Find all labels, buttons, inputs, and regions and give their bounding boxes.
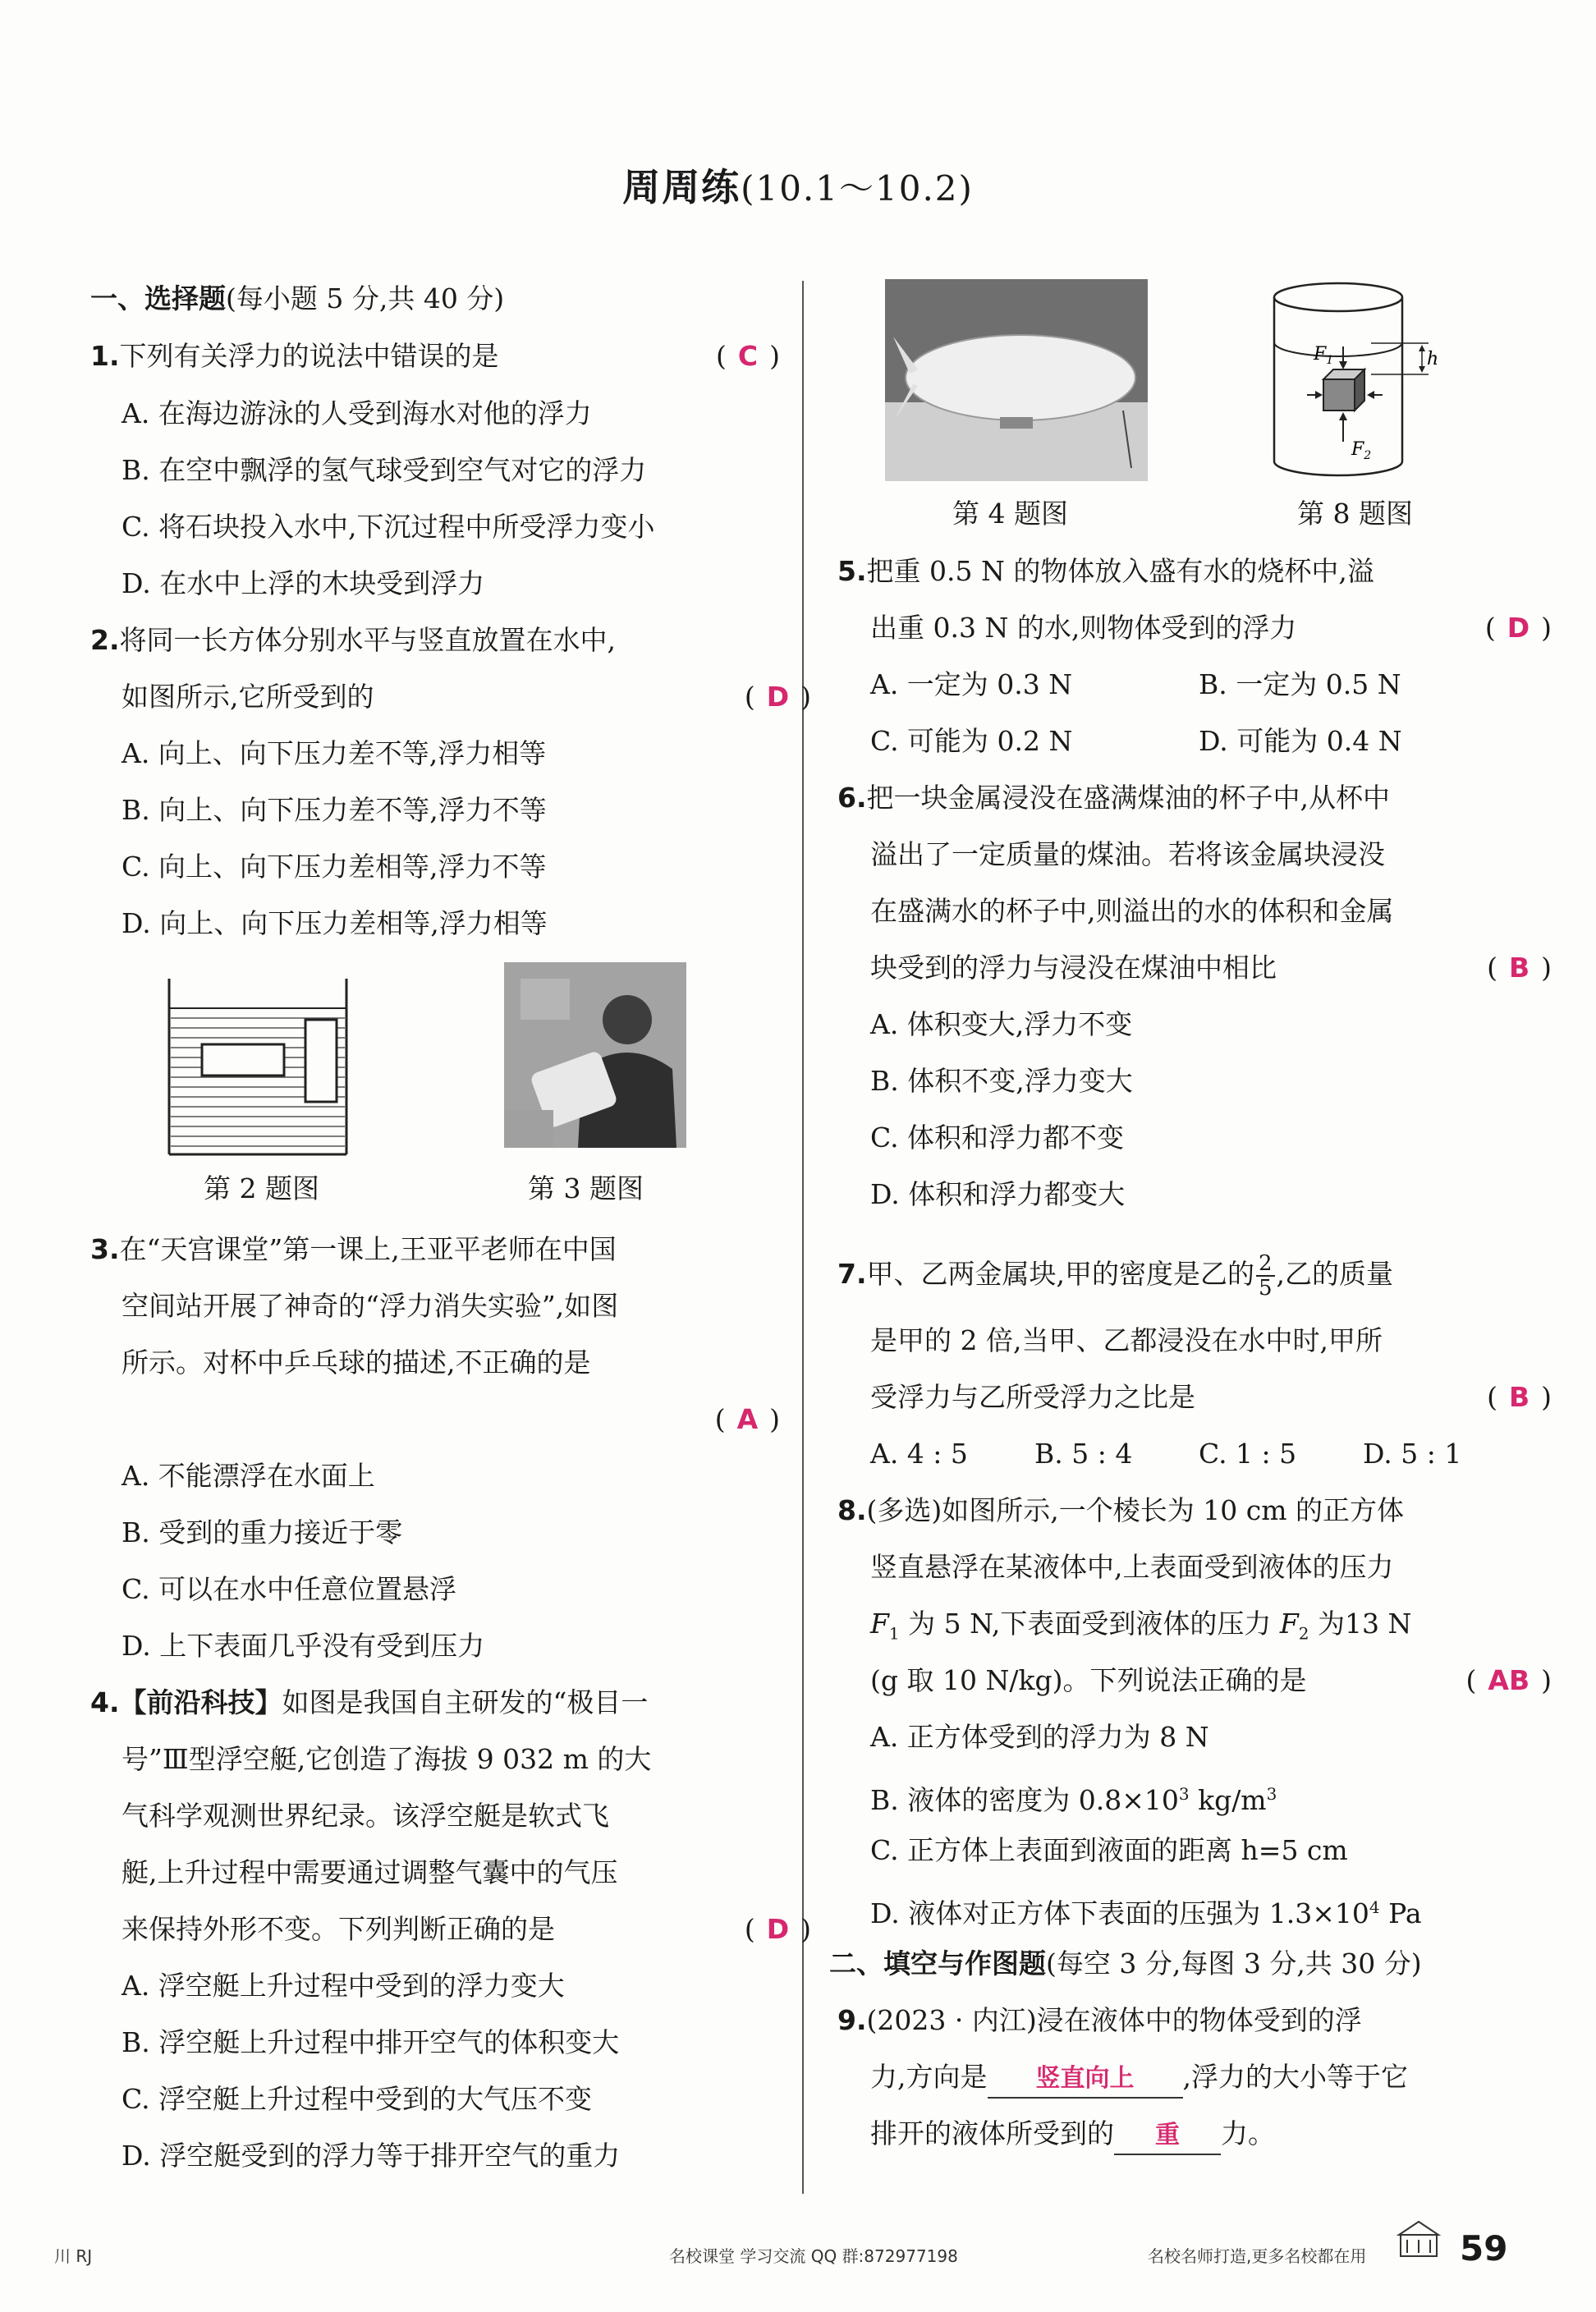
footer-slogan: 名校名师打造,更多名校都在用 bbox=[1148, 2246, 1367, 2266]
page-number: 59 bbox=[1460, 2228, 1508, 2268]
answer-blank-1: 竖直向上 bbox=[988, 2061, 1183, 2099]
question-6-line: 溢出了一定质量的煤油。若将该金属块浸没 bbox=[870, 838, 1385, 870]
option: A. 体积变大,浮力不变 bbox=[870, 1008, 1133, 1040]
question-9-line: 排开的液体所受到的 重 力。 bbox=[837, 2116, 1552, 2155]
option: C. 可以在水中任意位置悬浮 bbox=[122, 1573, 457, 1605]
figure-3-caption: 第 3 题图 bbox=[528, 1172, 644, 1204]
fraction: $\frac{2}{5}$ bbox=[1256, 1252, 1275, 1300]
options-row: A. 一定为 0.3 N B. 一定为 0.5 N bbox=[870, 668, 1401, 700]
question-3: 3.在“天宫课堂”第一课上,王亚平老师在中国 bbox=[90, 1233, 617, 1265]
question-7: 7.甲、乙两金属块,甲的密度是乙的 $\frac{2}{5}$ ,乙的质量 bbox=[837, 1251, 1394, 1300]
section-2-heading: 二、填空与作图题(每空 3 分,每图 3 分,共 30 分) bbox=[829, 1947, 1422, 1979]
question-6: 6.把一块金属浸没在盛满煤油的杯子中,从杯中 bbox=[837, 782, 1390, 814]
question-7-line: 是甲的 2 倍,当甲、乙都浸没在水中时,甲所 bbox=[870, 1324, 1383, 1356]
question-4-line: 艇,上升过程中需要通过调整气囊中的气压 bbox=[122, 1856, 618, 1888]
figure-2-container-diagram bbox=[167, 977, 348, 1158]
svg-text:F2: $F_2$ bbox=[1351, 439, 1372, 462]
question-4-line: 号”Ⅲ型浮空艇,它创造了海拔 9 032 m 的大 bbox=[122, 1743, 652, 1775]
option: C. 体积和浮力都不变 bbox=[870, 1122, 1125, 1154]
question-4-line: 气科学观测世界纪录。该浮空艇是软式飞 bbox=[122, 1800, 609, 1832]
question-6-line: 在盛满水的杯子中,则溢出的水的体积和金属 bbox=[870, 895, 1394, 927]
option: D. 向上、向下压力差相等,浮力相等 bbox=[122, 907, 548, 939]
option: C. 正方体上表面到液面的距离 h=5 cm bbox=[870, 1834, 1348, 1866]
question-2-line: 如图所示,它所受到的 ( D ) bbox=[122, 681, 811, 713]
footer-contact: 名校课堂 学习交流 QQ 群:872977198 bbox=[669, 2246, 958, 2266]
option: B. 受到的重力接近于零 bbox=[122, 1516, 403, 1548]
question-6-line: 块受到的浮力与浸没在煤油中相比 ( B ) bbox=[870, 952, 1552, 984]
question-1: 1.下列有关浮力的说法中错误的是 ( C ) bbox=[90, 338, 780, 374]
question-8-line: 竖直悬浮在某液体中,上表面受到液体的压力 bbox=[870, 1551, 1394, 1583]
option: C. 将石块投入水中,下沉过程中所受浮力变小 bbox=[122, 511, 655, 543]
figure-8-caption: 第 8 题图 bbox=[1297, 498, 1413, 530]
svg-text:h: h bbox=[1427, 349, 1439, 369]
section-1-heading: 一、选择题(每小题 5 分,共 40 分) bbox=[90, 282, 505, 314]
option: A. 向上、向下压力差不等,浮力相等 bbox=[122, 737, 547, 769]
footer-edition: 川 RJ bbox=[54, 2246, 93, 2266]
figure-8-cube-diagram bbox=[1273, 281, 1437, 481]
question-9: 9.(2023 · 内江)浸在液体中的物体受到的浮 bbox=[837, 2004, 1362, 2036]
option: C. 浮空艇上升过程中受到的大气压不变 bbox=[122, 2083, 593, 2115]
question-4: 4.【前沿科技】如图是我国自主研发的“极目一 bbox=[90, 1686, 649, 1718]
question-4-line: 来保持外形不变。下列判断正确的是 ( D ) bbox=[122, 1913, 811, 1945]
option: D. 在水中上浮的木块受到浮力 bbox=[122, 567, 485, 599]
question-3-line: 所示。对杯中乒乓球的描述,不正确的是 bbox=[122, 1346, 591, 1378]
option: D. 上下表面几乎没有受到压力 bbox=[122, 1630, 485, 1662]
option: A. 浮空艇上升过程中受到的浮力变大 bbox=[122, 1970, 565, 2002]
figure-2-caption: 第 2 题图 bbox=[204, 1172, 319, 1204]
option: A. 正方体受到的浮力为 8 N bbox=[870, 1721, 1209, 1753]
option: D. 体积和浮力都变大 bbox=[870, 1178, 1126, 1210]
svg-text:F1: $F_1$ bbox=[1314, 344, 1334, 367]
option: A. 不能漂浮在水面上 bbox=[122, 1460, 375, 1492]
question-8-line: (g 取 10 N/kg)。下列说法正确的是 ( AB ) bbox=[870, 1664, 1552, 1696]
page-title: 周周练(10.1～10.2) bbox=[622, 165, 974, 209]
question-2: 2.将同一长方体分别水平与竖直放置在水中, bbox=[90, 624, 616, 656]
options-row: A. 4 : 5 B. 5 : 4 C. 1 : 5 D. 5 : 1 bbox=[870, 1438, 1462, 1470]
answer-bracket: ( C ) bbox=[716, 340, 780, 372]
figure-4-airship-photo bbox=[885, 279, 1148, 481]
figure-4-caption: 第 4 题图 bbox=[952, 498, 1068, 530]
question-3-line: 空间站开展了神奇的“浮力消失实验”,如图 bbox=[122, 1290, 619, 1322]
option: B. 液体的密度为 $0.8\times 10^3$ $kg/m^3$ bbox=[870, 1784, 1277, 1816]
option: B. 体积不变,浮力变大 bbox=[870, 1065, 1133, 1097]
question-8: 8.(多选)如图所示,一个棱长为 10 cm 的正方体 bbox=[837, 1494, 1404, 1526]
option: B. 向上、向下压力差不等,浮力不等 bbox=[122, 794, 547, 826]
option: C. 向上、向下压力差相等,浮力不等 bbox=[122, 851, 547, 883]
question-9-line: 力,方向是 竖直向上 ,浮力的大小等于它 bbox=[837, 2059, 1552, 2099]
option: D. 液体对正方体下表面的压强为 $1.3\times 10^4$ Pa bbox=[870, 1897, 1422, 1929]
options-row: C. 可能为 0.2 N D. 可能为 0.4 N bbox=[870, 725, 1402, 757]
option: B. 在空中飘浮的氢气球受到空气对它的浮力 bbox=[122, 454, 647, 486]
answer-blank-2: 重 bbox=[1114, 2117, 1221, 2155]
question-5: 5.把重 0.5 N 的物体放入盛有水的烧杯中,溢 bbox=[837, 555, 1374, 587]
question-8-line: $F_1$ 为 5 N,下表面受到液体的压力 $F_2$ 为13 N bbox=[870, 1608, 1412, 1644]
option: D. 浮空艇受到的浮力等于排开空气的重力 bbox=[122, 2140, 621, 2172]
publisher-logo-icon bbox=[1396, 2217, 1442, 2263]
question-5-line: 出重 0.3 N 的水,则物体受到的浮力 ( D ) bbox=[870, 612, 1552, 644]
option: A. 在海边游泳的人受到海水对他的浮力 bbox=[122, 397, 592, 429]
figure-3-photo bbox=[504, 962, 686, 1148]
option: B. 浮空艇上升过程中排开空气的体积变大 bbox=[122, 2026, 620, 2058]
question-7-line: 受浮力与乙所受浮力之比是 ( B ) bbox=[870, 1381, 1552, 1413]
